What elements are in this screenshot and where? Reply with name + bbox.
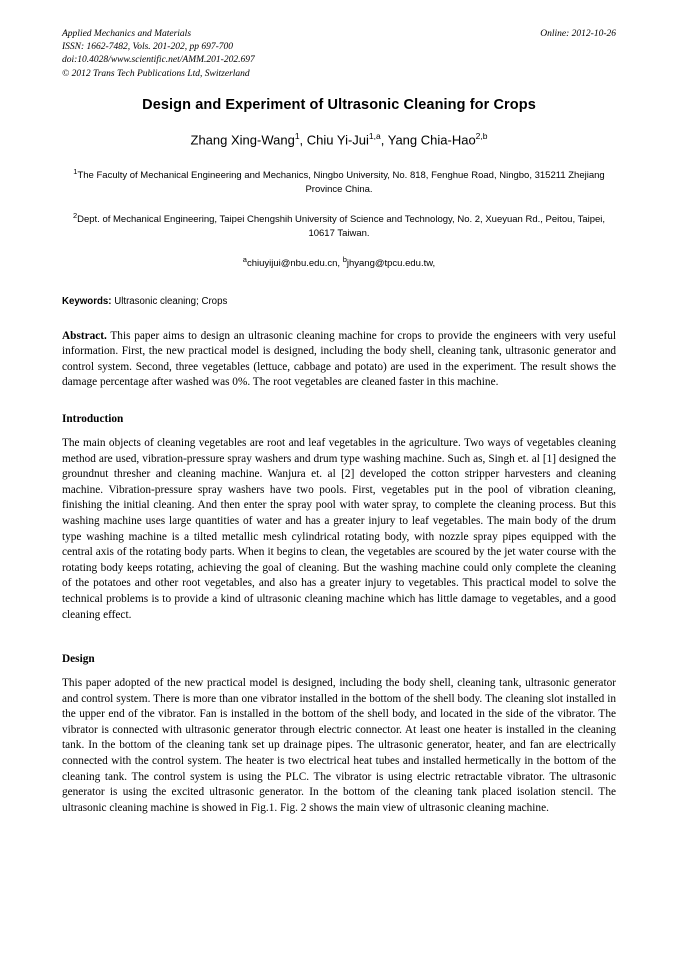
affiliation-2-marker: 2 [72, 211, 78, 221]
author-sep-2: , [380, 132, 388, 148]
abstract-paragraph [62, 329, 616, 391]
copyright-line: © 2012 Trans Tech Publications Ltd, Switzerland [62, 68, 250, 79]
section-design-heading: Design [62, 653, 95, 666]
affiliation-2-text: Dept. of Mechanical Engineering, Taipei Chengshih University of Science and Technology, No. 2, Xueyuan Rd., Peitou, Taipei, 10617 Taiwan. [77, 214, 606, 240]
email-a-marker: a [242, 255, 247, 265]
affiliation-1 [70, 165, 608, 197]
affiliation-1-marker: 1 [73, 167, 78, 177]
author-sep-1: , [299, 132, 307, 148]
author-emails [62, 255, 616, 269]
section-design-body: This paper adopted of the new practical model is designed, including the body shell, cleaning tank, ultrasonic generator and control system. There is more than one vibrator installed in the bottom of the shell body. The cleaning slot installed in the upper end of the vibrator. Fan is installed in the bottom of the shell body, and located in the side of the vibrator. The vibrator is connected with ultrasonic generator through electric connector. At least one heater is installed in the cleaning tank. In the bottom of the cleaning tank set up drainage pipes. The ultrasonic generator, heater, and fan are electrically connected with the control system. The heater is two electrical heat tubes and installed hermetically in the bottom of the cleaning tank. The control system is using the PLC. The vibrator is using electric retractable vibrator. The ultrasonic generator is using the excited ultrasonic generator. In the bottom of the cleaning tank placed isolation stencil. The ultrasonic cleaning machine is showed in Fig.1. Fig. 2 shows the main view of ultrasonic cleaning machine. [62, 677, 616, 814]
author-list [62, 131, 616, 147]
author-3-affil-marker: 2,b [475, 130, 488, 141]
author-2-affil-marker: 1,a [368, 130, 381, 141]
affiliation-1-text: The Faculty of Mechanical Engineering and Mechanics, Ningbo University, No. 818, Fenghue Road, Ningbo, 315211 Zhejiang Province China. [77, 170, 605, 196]
online-date: Online: 2012-10-26 [540, 29, 616, 39]
keywords-line [62, 296, 616, 307]
keywords-value: Ultrasonic cleaning; Crops [111, 295, 228, 307]
section-design [62, 653, 616, 816]
page-title: Design and Experiment of Ultrasonic Cleaning for Crops [142, 96, 536, 113]
abstract-label: Abstract. [62, 329, 107, 342]
email-b-marker: b [342, 255, 347, 265]
journal-name: Applied Mechanics and Materials [62, 29, 192, 39]
affiliation-2 [70, 209, 608, 241]
author-1-name: Zhang Xing-Wang [190, 132, 295, 148]
doi-line: doi:10.4028/www.scientific.net/AMM.201-202.697 [62, 55, 255, 66]
author-1-affil-marker: 1 [294, 130, 300, 141]
issn-line: ISSN: 1662-7482, Vols. 201-202, pp 697-700 [62, 42, 233, 53]
section-introduction-heading: Introduction [62, 412, 124, 425]
author-2-name: Chiu Yi-Jui [306, 132, 369, 148]
keywords-label: Keywords: [62, 295, 112, 307]
section-gap [62, 643, 616, 653]
author-3-name: Yang Chia-Hao [387, 132, 476, 148]
section-introduction-body: The main objects of cleaning vegetables are root and leaf vegetables in the agriculture. Two ways of vegetables cleaning method are used, vibration-pressure spray washers and drum type washing machine. Such as, Singh et. al [1] designed the groundnut thresher and cleaning machine. Wanjura et. al [2] developed the cotton stripper harvesters and cleaning machine. Vibration-pressure spray washers have two pools. First, vegetables put in the pool of vibration cleaning, finishing the initial cleaning. And then enter the spray pool with water spray, to complete the cleaning process. But this washing machine uses large quantities of water and has a greater injury to leaf vegetables. The main body of the drum type washing machine is a tilted metallic mesh cylindrical rotating body, with nozzle spray pipes equipped with the central axis of the rotating body parts. When it begins to clean, the vegetables are scoured by the jet water course with the rotating body keeps rotating, achieving the goal of cleaning. But the washing machine could only complete the cleaning of the potatoes and other root vegetables, and also has a greater injury to vegetables. This practical model to solve the technical problems is to provide a kind of ultrasonic cleaning machine which has little damage to vegetables, and a good cleaning effect. [62, 436, 616, 621]
email-a: chiuyijui@nbu.edu.cn, [246, 258, 343, 270]
page-header [62, 28, 616, 81]
section-introduction [62, 413, 616, 623]
abstract-text: This paper aims to design an ultrasonic cleaning machine for crops to provide the engineers with very useful information. First, the new practical model is designed, including the body shell, cleaning tank, ultrasonic generator and control system. Second, three vegetables (lettuce, cabbage and potato) are used in the experiment. The result shows the damage percentage after washed was 0%. The root vegetables are cleaned faster in this machine. [62, 329, 616, 389]
email-b: jhyang@tpcu.edu.tw, [346, 258, 436, 270]
